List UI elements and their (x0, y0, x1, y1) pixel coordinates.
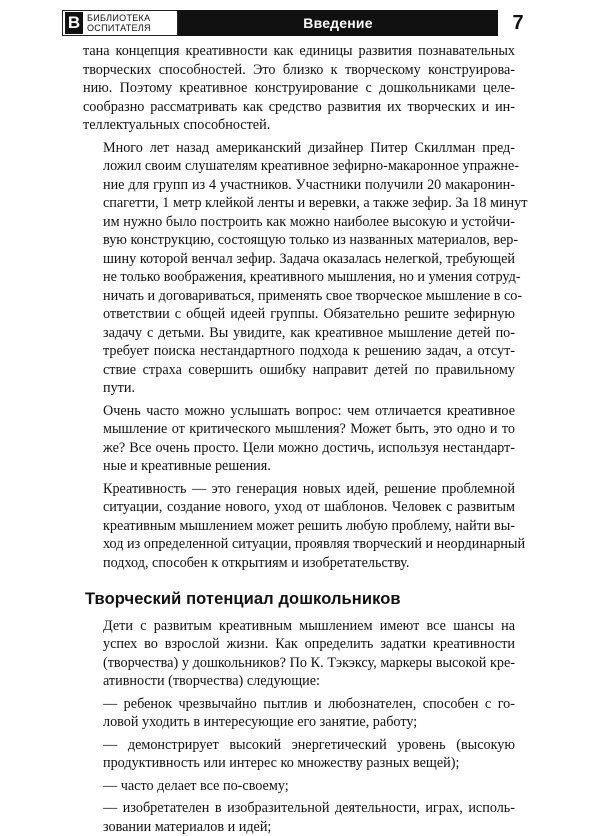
intro-paragraphs (83, 42, 515, 572)
text-line: ход из определенной ситуации, проявляя творческий и неординарный (83, 535, 515, 554)
text-line: — изобретателен в изобразительной деятельности, играх, исполь- (83, 799, 515, 818)
text-line: нию. Поэтому креативное конструирование с дошкольниками целе- (83, 79, 515, 98)
section-paragraphs (83, 617, 515, 836)
logo-line-1: БИБЛИОТЕКА (87, 13, 151, 23)
paragraph (83, 42, 515, 135)
text-line: (творчества) у дошкольников? По К. Тэкэксу, маркеры высокой кре- (83, 654, 515, 673)
page-number: 7 (498, 10, 538, 36)
text-line: — ребенок чрезвычайно пытлив и любознателен, способен с го- (83, 695, 515, 714)
paragraph (83, 480, 515, 573)
text-line: теллектуальных способностей. (83, 116, 515, 135)
text-line: продуктивность или интерес ко множеству разных вещей); (83, 754, 515, 773)
text-line: задачу с детьми. Вы увидите, как креативное мышление детей по- (83, 324, 515, 343)
text-line: Креативность — это генерация новых идей, решение проблемной (83, 480, 515, 499)
text-line: не только воображения, креативного мышления, но и умения сотруд- (83, 268, 515, 287)
text-line: сообразно рассматривать как средство развития их творческих и ин- (83, 98, 515, 117)
text-line: ативности (творчества) следующие: (83, 672, 515, 691)
paragraph (83, 139, 515, 398)
text-line: же? Все очень просто. Цели можно достичь, используя нестандарт- (83, 439, 515, 458)
text-line: Дети с развитым креативным мышлением имеют все шансы на (83, 617, 515, 636)
paragraph (83, 777, 515, 796)
paragraph (83, 736, 515, 773)
series-logo (62, 10, 178, 36)
paragraph (83, 695, 515, 732)
text-line: тана концепция креативности как единицы развития познавательных (83, 42, 515, 61)
logo-letter: B (65, 12, 83, 34)
text-line: ситуации, создание нового, уход от шаблонов. Человек с развитым (83, 498, 515, 517)
text-line: ловой уходить в интересующие его занятие, работу; (83, 713, 515, 732)
text-line: вую конструкцию, состоящую только из названных материалов, вер- (83, 231, 515, 250)
text-line: зовании материалов и идей; (83, 818, 515, 836)
text-line: спагетти, 1 метр клейкой ленты и веревки, а также зефир. За 18 минут (83, 194, 515, 213)
text-line: Много лет назад американский дизайнер Питер Скиллман пред- (83, 139, 515, 158)
section-heading: Творческий потенциал дошкольников (85, 590, 515, 609)
text-line: им нужно было построить как можно наиболее высокую и устойчи- (83, 213, 515, 232)
text-line: ные и креативные решения. (83, 457, 515, 476)
page-header (62, 10, 538, 36)
text-line: креативным мышлением может решить любую проблему, найти вы- (83, 517, 515, 536)
logo-text (87, 13, 151, 33)
paragraph (83, 799, 515, 836)
text-line: — демонстрирует высокий энергетический уровень (высокую (83, 736, 515, 755)
text-line: ответствии с общей идеей группы. Обязательно решите зефирную (83, 305, 515, 324)
text-line: творческих способностей. Это близко к творческому конструирова- (83, 61, 515, 80)
text-line: Очень часто можно услышать вопрос: чем отличается креативное (83, 402, 515, 421)
text-line: подход, способен к открытиям и изобретательству. (83, 554, 515, 573)
paragraph (83, 617, 515, 691)
logo-line-2: ОСПИТАТЕЛЯ (87, 23, 151, 33)
section-title: Введение (178, 10, 498, 36)
text-line: ложил своим слушателям креативное зефирно-макаронное упражне- (83, 157, 515, 176)
text-line: пути. (83, 379, 515, 398)
text-line: мышление от критического мышления? Может быть, это одно и то (83, 420, 515, 439)
paragraph (83, 402, 515, 476)
text-line: требует поиска нестандартного подхода к решению задач, а отсут- (83, 342, 515, 361)
text-line: — часто делает все по-своему; (83, 777, 515, 796)
page-body (83, 42, 515, 836)
text-line: ствие страха совершить ошибку направит детей по правильному (83, 361, 515, 380)
text-line: ние для групп из 4 участников. Участники получили 20 макаронин- (83, 176, 515, 195)
text-line: ничать и договариваться, применять свое творческое мышление в со- (83, 287, 515, 306)
text-line: шину которой венчал зефир. Задача оказалась нелегкой, требующей (83, 250, 515, 269)
text-line: успех во взрослой жизни. Как определить задатки креативности (83, 635, 515, 654)
